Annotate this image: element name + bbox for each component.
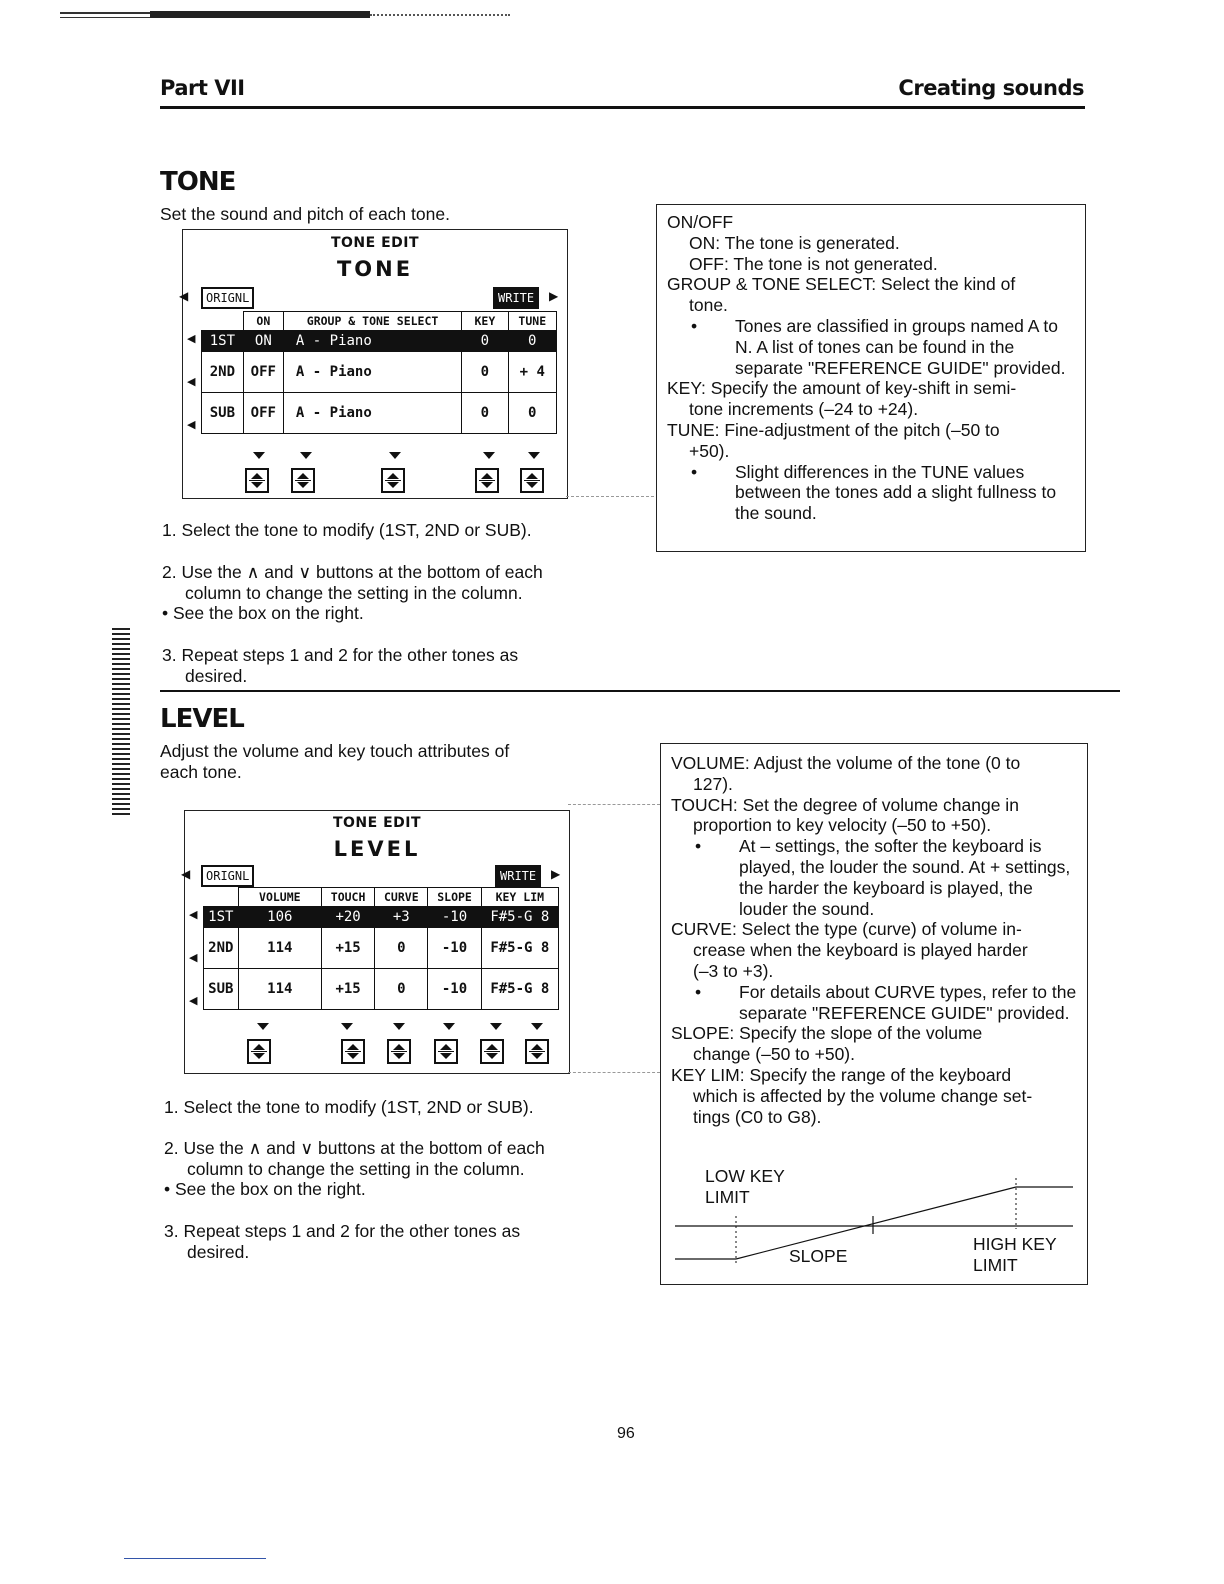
table-header: VOLUME	[238, 888, 321, 907]
table-cell: ON	[243, 331, 283, 352]
up-down-button[interactable]	[525, 1039, 549, 1064]
level-step-1	[164, 1097, 534, 1118]
bullet-icon: •	[695, 981, 702, 1002]
up-down-button[interactable]	[475, 468, 499, 493]
tone-step-2	[162, 562, 543, 624]
info-line: (–3 to +3).	[693, 960, 774, 981]
tone-intro: Set the sound and pitch of each tone.	[160, 204, 450, 224]
info-line: TOUCH: Set the degree of volume change in	[671, 794, 1019, 815]
table-cell: 0	[462, 331, 508, 352]
down-triangle-icon	[531, 1023, 543, 1030]
table-cell: + 4	[508, 352, 556, 393]
step-text: 1. Select the tone to modify (1ST, 2ND or SUB).	[164, 1097, 534, 1117]
page-number: 96	[617, 1425, 635, 1442]
up-down-button[interactable]	[381, 468, 405, 493]
step-text: desired.	[185, 665, 248, 686]
connector-line	[568, 804, 660, 805]
high-key-label	[973, 1234, 1057, 1276]
intro-line: Adjust the volume and key touch attributes of	[160, 741, 510, 761]
scan-mark-top	[60, 8, 460, 20]
table-row[interactable]	[202, 393, 557, 434]
info-line: SLOPE: Specify the slope of the volume	[671, 1023, 983, 1044]
down-triangle-icon	[253, 452, 265, 459]
write-button[interactable]: WRITE	[495, 865, 541, 887]
table-cell: 114	[238, 928, 321, 969]
table-cell: 0	[462, 352, 508, 393]
table-cell: A - Piano	[283, 352, 461, 393]
step-text: 1. Select the tone to modify (1ST, 2ND or SUB).	[162, 520, 532, 540]
table-header	[204, 888, 239, 907]
table-cell: 114	[238, 969, 321, 1010]
step-text: 2. Use the ∧ and ∨ buttons at the bottom of each	[162, 562, 543, 582]
down-triangle-icon	[389, 452, 401, 459]
info-line: proportion to key velocity (–50 to +50).	[693, 815, 992, 836]
level-info-box	[660, 743, 1088, 1285]
step-text: column to change the setting in the column.	[187, 1158, 525, 1179]
table-cell: F#5-G 8	[481, 969, 558, 1010]
table-header: ON	[243, 312, 283, 331]
section-divider	[160, 690, 1120, 692]
write-button[interactable]: WRITE	[493, 287, 539, 309]
table-row[interactable]	[202, 352, 557, 393]
row-pointer-icon: ◀	[187, 376, 196, 388]
table-row[interactable]	[204, 969, 559, 1010]
table-header: TOUCH	[321, 888, 374, 907]
info-line: +50).	[689, 440, 730, 461]
low-key-label	[705, 1166, 785, 1208]
down-triangle-icon	[528, 452, 540, 459]
info-bullet-text: For details about CURVE types, refer to the separate "REFERENCE GUIDE" provided.	[739, 981, 1077, 1023]
table-header: KEY	[462, 312, 508, 331]
info-line: CURVE: Select the type (curve) of volume in-	[671, 919, 1022, 940]
table-header: SLOPE	[428, 888, 481, 907]
down-triangle-icon	[483, 452, 495, 459]
info-line: tone increments (–24 to +24).	[689, 399, 919, 420]
step-text: column to change the setting in the column.	[185, 582, 523, 603]
table-cell: -10	[428, 907, 481, 928]
connector-line	[566, 496, 654, 497]
header-section: Creating sounds	[898, 76, 1084, 100]
step-text: 3. Repeat steps 1 and 2 for the other tones as	[164, 1221, 521, 1241]
row-pointer-icon: ◀	[189, 995, 198, 1007]
bullet-icon: •	[695, 836, 702, 857]
table-header: CURVE	[375, 888, 428, 907]
level-step-3	[164, 1221, 520, 1262]
tone-lcd	[179, 229, 568, 499]
table-cell: 1ST	[204, 907, 239, 928]
up-down-button[interactable]	[341, 1039, 365, 1064]
up-down-button[interactable]	[480, 1039, 504, 1064]
up-down-button[interactable]	[291, 468, 315, 493]
connector-line	[568, 1072, 660, 1073]
info-line: OFF: The tone is not generated.	[689, 253, 938, 274]
table-cell: 106	[238, 907, 321, 928]
key-limit-diagram	[661, 1164, 1089, 1284]
info-line: VOLUME: Adjust the volume of the tone (0 to	[671, 753, 1021, 773]
table-cell: A - Piano	[283, 393, 461, 434]
info-line: crease when the keyboard is played harder	[693, 940, 1028, 961]
diagram-text: LIMIT	[705, 1186, 750, 1207]
level-intro	[160, 741, 592, 783]
tone-info-box	[656, 204, 1086, 552]
table-header	[202, 312, 244, 331]
bullet-icon: •	[691, 315, 698, 336]
tone-heading: TONE	[160, 167, 236, 197]
down-triangle-icon	[393, 1023, 405, 1030]
info-line: change (–50 to +50).	[693, 1044, 855, 1065]
table-cell: 0	[375, 928, 428, 969]
table-row[interactable]	[204, 907, 559, 928]
info-line: which is affected by the volume change set-	[693, 1085, 1033, 1106]
table-cell: SUB	[202, 393, 244, 434]
step-text: 3. Repeat steps 1 and 2 for the other tones as	[162, 645, 519, 665]
slope-label: SLOPE	[789, 1246, 848, 1266]
info-bullet	[667, 462, 1073, 524]
orignl-button[interactable]: ORIGNL	[201, 865, 254, 887]
up-down-button[interactable]	[387, 1039, 411, 1064]
table-cell: +3	[375, 907, 428, 928]
level-step-2	[164, 1138, 545, 1200]
table-cell: 0	[462, 393, 508, 434]
table-cell: -10	[428, 969, 481, 1010]
table-cell: A - Piano	[283, 331, 461, 352]
info-bullet-text: Tones are classified in groups named A to N. A list of tones can be found in the separate "REFERENCE GUIDE" provided.	[735, 315, 1066, 378]
table-cell: F#5-G 8	[481, 907, 558, 928]
up-down-button[interactable]	[247, 1039, 271, 1064]
table-cell: 0	[508, 331, 556, 352]
row-pointer-icon: ◀	[189, 952, 198, 964]
up-down-button[interactable]	[434, 1039, 458, 1064]
header-part: Part VII	[160, 76, 245, 100]
orignl-button[interactable]: ORIGNL	[201, 287, 254, 309]
table-row[interactable]	[204, 928, 559, 969]
table-cell: 0	[375, 969, 428, 1010]
table-cell: +20	[321, 907, 374, 928]
info-line: ON: The tone is generated.	[689, 232, 900, 253]
table-cell: F#5-G 8	[481, 928, 558, 969]
level-heading: LEVEL	[160, 704, 244, 734]
table-cell: 0	[508, 393, 556, 434]
diagram-text: LOW KEY	[705, 1166, 785, 1186]
left-arrow-icon: ◀	[179, 289, 189, 303]
lcd-title-big: LEVEL	[333, 837, 421, 861]
step-text: desired.	[187, 1241, 250, 1262]
table-header: TUNE	[508, 312, 556, 331]
level-lcd	[181, 810, 570, 1074]
table-header: GROUP & TONE SELECT	[283, 312, 461, 331]
info-line: tone.	[689, 295, 728, 316]
diagram-text: LIMIT	[973, 1254, 1018, 1275]
table-cell: 2ND	[204, 928, 239, 969]
right-arrow-icon: ▶	[549, 289, 559, 303]
table-row[interactable]	[202, 331, 557, 352]
lcd-title-small: TONE EDIT	[330, 235, 420, 251]
table-cell: +15	[321, 969, 374, 1010]
info-bullet	[671, 836, 1077, 919]
info-line: KEY LIM: Specify the range of the keyboard	[671, 1064, 1012, 1085]
info-line: 127).	[693, 773, 733, 794]
up-down-button[interactable]	[245, 468, 269, 493]
diagram-text: HIGH KEY	[973, 1234, 1057, 1254]
down-triangle-icon	[490, 1023, 502, 1030]
down-triangle-icon	[257, 1023, 269, 1030]
info-line: ON/OFF	[667, 212, 734, 232]
info-bullet	[667, 316, 1073, 378]
info-line: TUNE: Fine-adjustment of the pitch (–50 to	[667, 419, 1000, 440]
lcd-title-small: TONE EDIT	[332, 815, 422, 831]
intro-line: each tone.	[160, 762, 242, 782]
down-triangle-icon	[443, 1023, 455, 1030]
table-cell: OFF	[243, 393, 283, 434]
info-bullet-text: Slight differences in the TUNE values between the tones add a slight fullness to the sound.	[735, 461, 1057, 524]
level-table	[203, 887, 559, 1010]
row-pointer-icon: ◀	[187, 419, 196, 431]
step-text: • See the box on the right.	[162, 603, 364, 623]
info-line: KEY: Specify the amount of key-shift in semi-	[667, 378, 1017, 399]
row-pointer-icon: ◀	[187, 333, 196, 345]
bottom-rule	[124, 1558, 266, 1559]
lcd-title-big: TONE	[336, 257, 414, 281]
header-rule	[160, 106, 1085, 109]
down-triangle-icon	[300, 452, 312, 459]
table-cell: 2ND	[202, 352, 244, 393]
table-cell: -10	[428, 928, 481, 969]
info-bullet	[671, 982, 1077, 1024]
scan-mark-left	[112, 628, 130, 818]
tone-step-1	[162, 520, 532, 541]
table-header: KEY LIM	[481, 888, 558, 907]
table-cell: +15	[321, 928, 374, 969]
step-text: • See the box on the right.	[164, 1179, 366, 1199]
bullet-icon: •	[691, 461, 698, 482]
table-cell: SUB	[204, 969, 239, 1010]
info-bullet-text: At – settings, the softer the keyboard is played, the louder the sound. At + settings, the harder the keyboard is played, the louder the sound.	[739, 836, 1071, 919]
info-line: GROUP & TONE SELECT: Select the kind of	[667, 274, 1016, 295]
tone-step-3	[162, 645, 518, 686]
left-arrow-icon: ◀	[181, 867, 191, 881]
info-line: tings (C0 to G8).	[693, 1106, 822, 1127]
row-pointer-icon: ◀	[189, 909, 198, 921]
down-triangle-icon	[341, 1023, 353, 1030]
table-cell: 1ST	[202, 331, 244, 352]
up-down-button[interactable]	[520, 468, 544, 493]
table-cell: OFF	[243, 352, 283, 393]
right-arrow-icon: ▶	[551, 867, 561, 881]
step-text: 2. Use the ∧ and ∨ buttons at the bottom of each	[164, 1138, 545, 1158]
tone-table	[201, 311, 557, 434]
